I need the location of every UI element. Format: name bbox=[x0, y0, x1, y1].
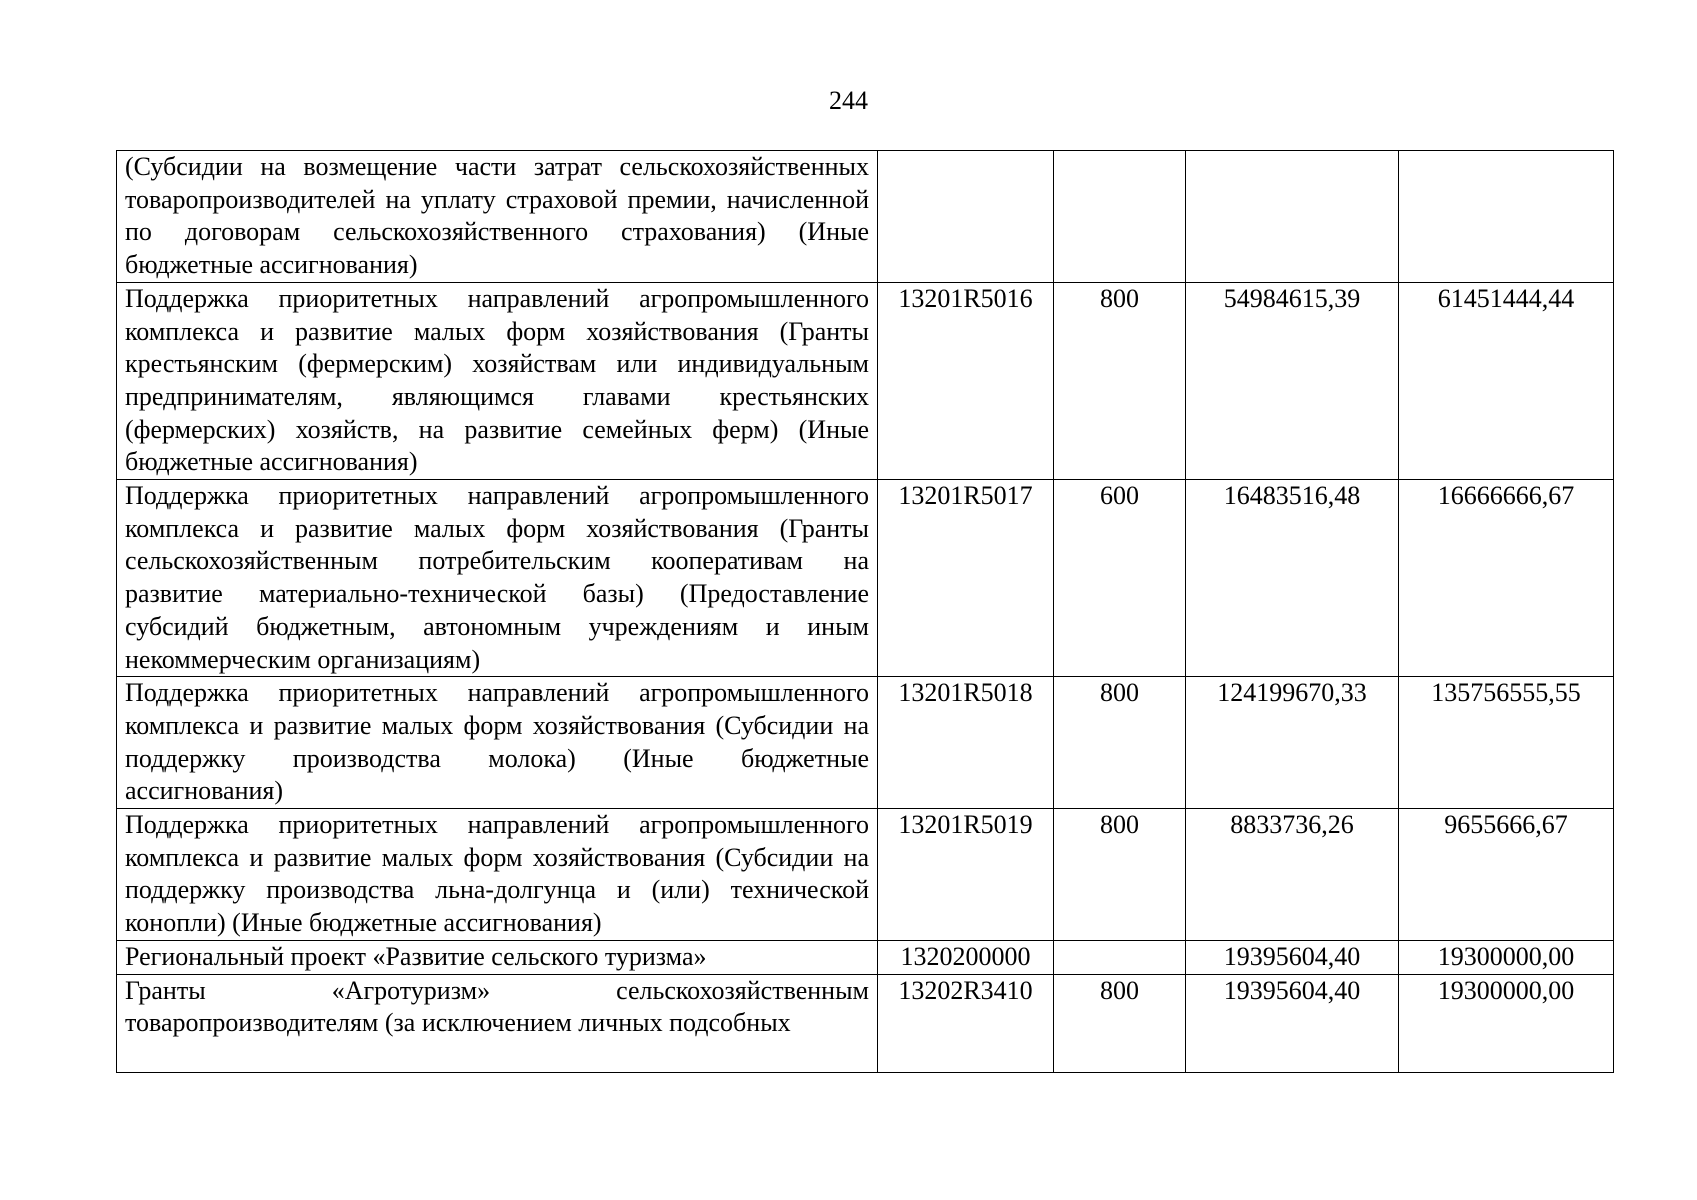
table-row bbox=[117, 282, 1614, 479]
row-target-code: 13201R5018 bbox=[878, 677, 1054, 809]
row-name: (Субсидии на возмещение части затрат сельскохозяйственных товаропроизводителей на уплату страховой премии, начисленной по договорам сельскохозяйственного страхования) (Иные бюджетные ассигнования) bbox=[117, 151, 878, 283]
row-name: Поддержка приоритетных направлений агропромышленного комплекса и развитие малых форм хозяйствования (Субсидии на поддержку производства молока) (Иные бюджетные ассигнования) bbox=[117, 677, 878, 809]
budget-table bbox=[116, 150, 1614, 1073]
table-row bbox=[117, 677, 1614, 809]
row-amount-year2: 19300000,00 bbox=[1399, 940, 1614, 974]
row-expense-type: 600 bbox=[1054, 480, 1186, 677]
row-expense-type: 800 bbox=[1054, 809, 1186, 941]
row-name: Поддержка приоритетных направлений агропромышленного комплекса и развитие малых форм хозяйствования (Гранты сельскохозяйственным потребительским кооперативам на развитие материально-технической базы) (Предоставление субсидий бюджетным, автономным учреждениям и иным некоммерческим организациям) bbox=[117, 480, 878, 677]
row-name: Поддержка приоритетных направлений агропромышленного комплекса и развитие малых форм хозяйствования (Гранты крестьянским (фермерским) хозяйствам или индивидуальным предпринимателям, являющимся главами крестьянских (фермерских) хозяйств, на развитие семейных ферм) (Иные бюджетные ассигнования) bbox=[117, 282, 878, 479]
row-amount-year1: 54984615,39 bbox=[1186, 282, 1399, 479]
row-target-code: 13201R5017 bbox=[878, 480, 1054, 677]
row-target-code: 13202R3410 bbox=[878, 974, 1054, 1072]
row-amount-year2: 16666666,67 bbox=[1399, 480, 1614, 677]
row-amount-year2: 61451444,44 bbox=[1399, 282, 1614, 479]
row-amount-year1: 124199670,33 bbox=[1186, 677, 1399, 809]
row-name: Гранты «Агротуризм» сельскохозяйственным товаропроизводителям (за исключением личных подсобных bbox=[117, 974, 878, 1072]
table-row bbox=[117, 809, 1614, 941]
row-target-code bbox=[878, 151, 1054, 283]
row-expense-type bbox=[1054, 940, 1186, 974]
page-number: 244 bbox=[829, 86, 868, 115]
row-expense-type bbox=[1054, 151, 1186, 283]
table-row bbox=[117, 480, 1614, 677]
row-name: Поддержка приоритетных направлений агропромышленного комплекса и развитие малых форм хозяйствования (Субсидии на поддержку производства льна-долгунца и (или) технической конопли) (Иные бюджетные ассигнования) bbox=[117, 809, 878, 941]
table-row bbox=[117, 151, 1614, 283]
row-amount-year2 bbox=[1399, 151, 1614, 283]
row-amount-year1: 19395604,40 bbox=[1186, 974, 1399, 1072]
table-row bbox=[117, 940, 1614, 974]
row-target-code: 1320200000 bbox=[878, 940, 1054, 974]
row-amount-year1: 19395604,40 bbox=[1186, 940, 1399, 974]
table-row bbox=[117, 974, 1614, 1072]
row-amount-year2: 19300000,00 bbox=[1399, 974, 1614, 1072]
row-expense-type: 800 bbox=[1054, 677, 1186, 809]
row-amount-year1 bbox=[1186, 151, 1399, 283]
row-amount-year2: 9655666,67 bbox=[1399, 809, 1614, 941]
row-amount-year2: 135756555,55 bbox=[1399, 677, 1614, 809]
row-expense-type: 800 bbox=[1054, 282, 1186, 479]
row-name: Региональный проект «Развитие сельского туризма» bbox=[117, 940, 878, 974]
row-target-code: 13201R5019 bbox=[878, 809, 1054, 941]
row-amount-year1: 8833736,26 bbox=[1186, 809, 1399, 941]
row-amount-year1: 16483516,48 bbox=[1186, 480, 1399, 677]
row-target-code: 13201R5016 bbox=[878, 282, 1054, 479]
row-expense-type: 800 bbox=[1054, 974, 1186, 1072]
